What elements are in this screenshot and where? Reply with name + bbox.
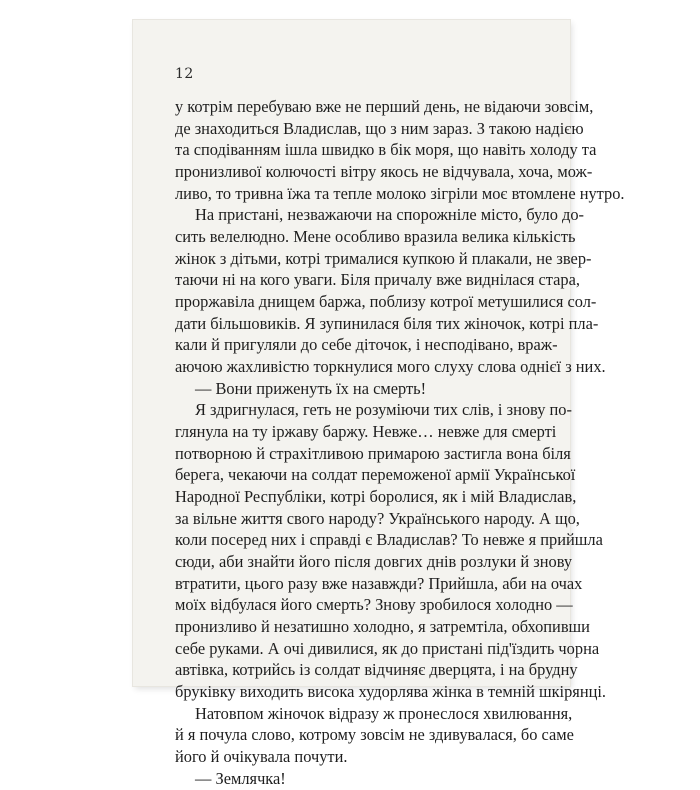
text-line: себе руками. А очі дивилися, як до пристані під'їздить чорна (175, 638, 600, 658)
text-line: його й очікувала почути. (175, 747, 348, 767)
text-line: де знаходиться Владислав, що з ним зараз. З такою надією (175, 118, 584, 138)
text-line: Я здригнулася, геть не розуміючи тих слів, і знову по- (195, 400, 572, 420)
text-line: пронизливо й незатишно холодно, я затремтіла, обхопивши (175, 617, 590, 637)
text-line: автівка, котрийсь із солдат відчиняє дверцята, і на брудну (175, 660, 578, 680)
text-line: глянула на ту іржаву баржу. Невже… невже для смерті (175, 422, 557, 442)
text-line: ливо, то тривна їжа та тепле молоко зігріли моє втомлене нутро. (175, 183, 625, 203)
text-line: потворною й страхітливою примарою застигла вона біля (175, 443, 571, 463)
body-text (175, 96, 625, 790)
text-line: таючи ні на кого уваги. Біля причалу вже виднілася стара, (175, 270, 580, 290)
text-line: аючою жахливістю торкнулися мого слуху слова однієї з них. (175, 357, 606, 377)
text-line: сюди, аби знайти його після довгих днів розлуки й знову (175, 552, 573, 572)
text-line: проржавіла днищем баржа, поблизу котрої метушилися сол- (175, 292, 597, 312)
text-line: та сподіванням ішла швидко в бік моря, що навіть холоду та (175, 140, 597, 160)
text-line: На пристані, незважаючи на спорожніле місто, було до- (195, 205, 584, 225)
text-line: втратити, цього разу вже назавжди? Прийшла, аби на очах (175, 573, 583, 593)
text-line: Народної Республіки, котрі боролися, як і мій Владислав, (175, 487, 577, 507)
text-line: за вільне життя свого народу? Українського народу. А що, (175, 508, 580, 528)
text-line: коли посеред них і справді є Владислав? То невже я прийшла (175, 530, 603, 550)
text-line: кали й пригуляли до себе діточок, і несподівано, враж- (175, 335, 558, 355)
text-line: Натовпом жіночок відразу ж пронеслося хвилювання, (195, 703, 573, 723)
text-line: берега, чекаючи на солдат переможеної армії Української (175, 465, 576, 485)
page-number: 12 (175, 66, 194, 82)
text-line: — Землячка! (195, 768, 286, 788)
text-line: дати більшовиків. Я зупинилася біля тих жіночок, котрі пла- (175, 313, 599, 333)
text-line: у котрім перебуваю вже не перший день, не відаючи зовсім, (175, 97, 594, 116)
text-line: й я почула слово, котрому зовсім не здивувалася, бо саме (175, 725, 574, 745)
text-line: моїх відбулася його смерть? Знову зробилося холодно — (175, 595, 573, 615)
text-line: пронизливої колючості вітру якось не відчувала, хоча, мож- (175, 162, 593, 182)
book-page (133, 20, 625, 788)
text-line: бруківку виходить висока худорлява жінка в темній шкірянці. (175, 682, 607, 702)
text-line: — Вони приженуть їх на смерть! (195, 378, 427, 398)
text-line: сить велелюдно. Мене особливо вразила велика кількість (175, 227, 576, 247)
text-line: жінок з дітьми, котрі трималися купкою й плакали, не звер- (175, 248, 592, 268)
